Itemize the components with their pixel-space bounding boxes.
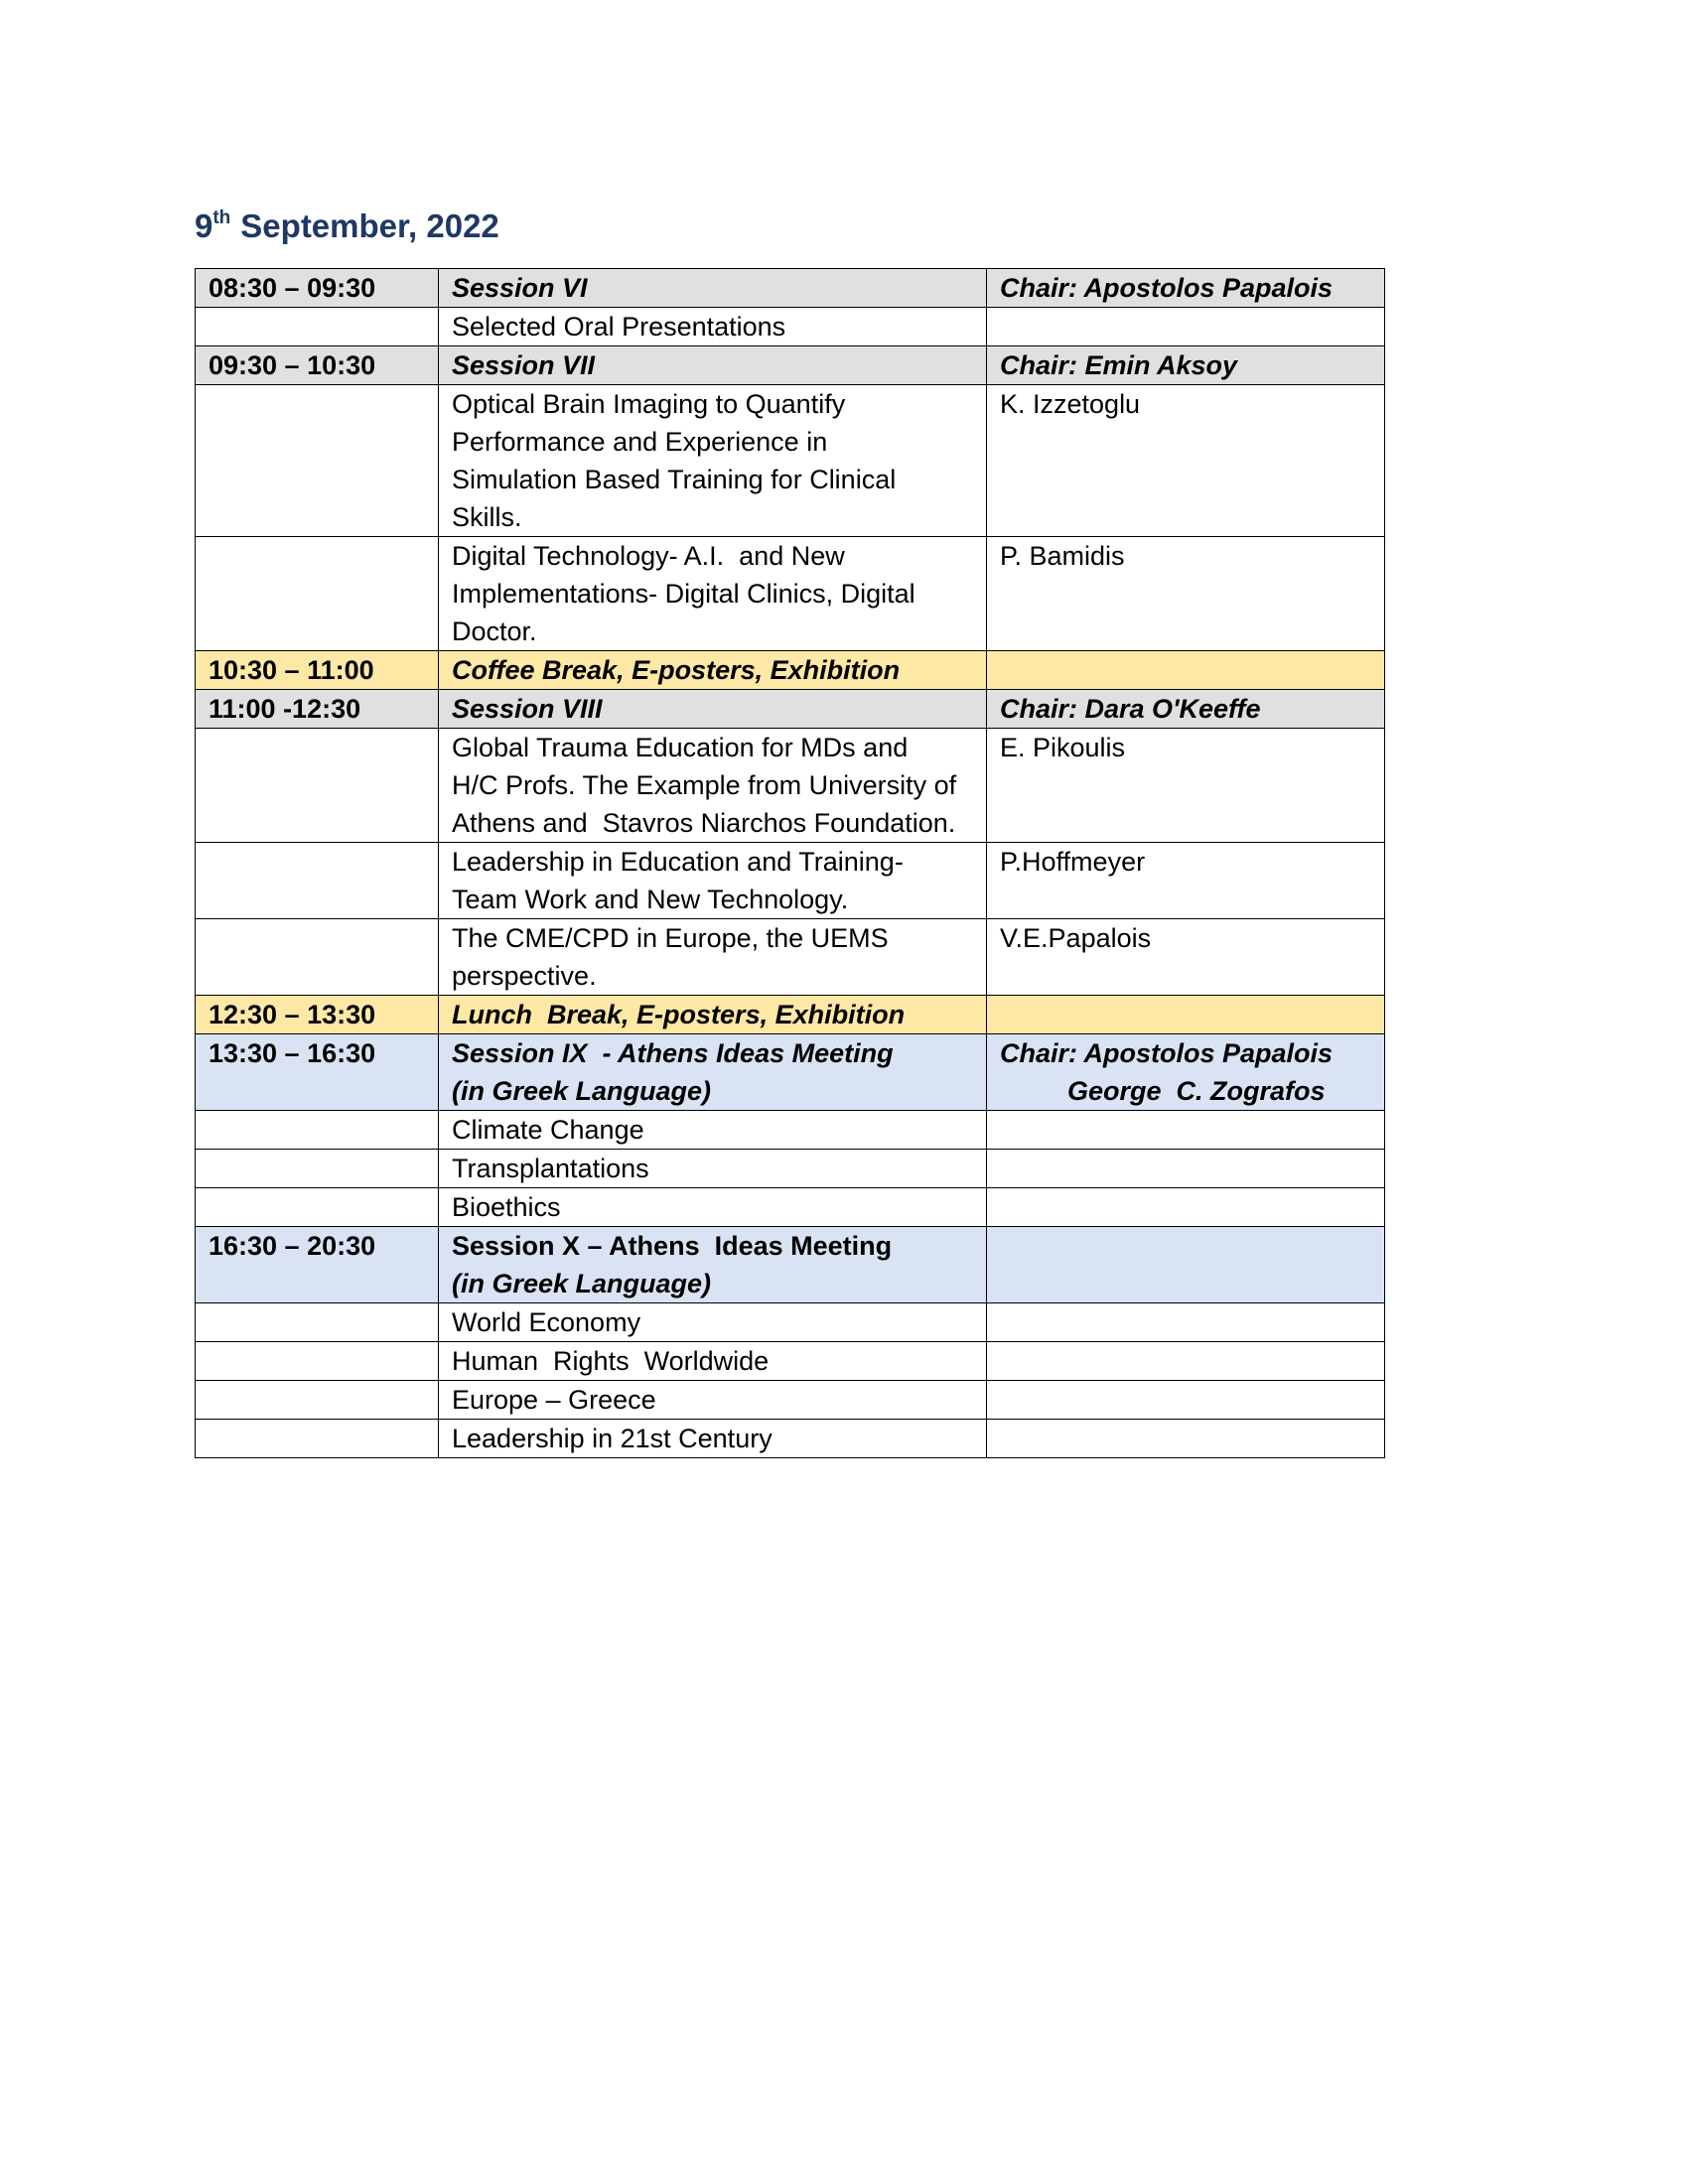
topic: World Economy <box>439 1303 987 1342</box>
time-cell: 16:30 – 20:30 <box>196 1227 439 1303</box>
empty-cell <box>196 1420 439 1458</box>
session-chair: Chair: Emin Aksoy <box>987 346 1385 385</box>
empty-cell <box>196 1150 439 1188</box>
table-row <box>196 1111 1385 1150</box>
talk-title: Selected Oral Presentations <box>439 308 987 346</box>
speaker: P. Bamidis <box>987 537 1385 651</box>
session-title: Session VII <box>439 346 987 385</box>
empty-cell <box>987 1381 1385 1420</box>
topic: Europe – Greece <box>439 1381 987 1420</box>
empty-cell <box>987 1227 1385 1303</box>
break-row <box>196 651 1385 690</box>
talk-title-line: Skills. <box>452 502 522 532</box>
talk-title-line: Digital Technology- A.I. and New <box>452 541 845 571</box>
month-year: September, 2022 <box>240 207 499 244</box>
talk-title-line: Global Trauma Education for MDs and <box>452 733 909 762</box>
session-header-row <box>196 690 1385 729</box>
table-row <box>196 308 1385 346</box>
talk-title <box>439 843 987 919</box>
speaker: V.E.Papalois <box>987 919 1385 996</box>
talk-title-line: Team Work and New Technology. <box>452 885 849 914</box>
session-header-row <box>196 1034 1385 1111</box>
time-cell: 12:30 – 13:30 <box>196 996 439 1034</box>
empty-cell <box>196 1342 439 1381</box>
talk-title-line: Doctor. <box>452 616 537 646</box>
topic: Transplantations <box>439 1150 987 1188</box>
empty-cell <box>987 996 1385 1034</box>
talk-title <box>439 919 987 996</box>
session-title: Session VIII <box>439 690 987 729</box>
talk-title <box>439 385 987 537</box>
day-number: 9 <box>195 207 213 244</box>
session-title: Session VI <box>439 269 987 308</box>
session-chair <box>987 1034 1385 1111</box>
talk-title-line: Simulation Based Training for Clinical <box>452 465 897 494</box>
session-header-row <box>196 269 1385 308</box>
empty-cell <box>987 1420 1385 1458</box>
empty-cell <box>196 729 439 843</box>
session-title-line: Session X – Athens Ideas Meeting <box>452 1231 893 1261</box>
talk-title <box>439 537 987 651</box>
topic: Leadership in 21st Century <box>439 1420 987 1458</box>
session-language: (in Greek Language) <box>452 1076 712 1106</box>
chair-line: Chair: Apostolos Papalois <box>1000 1038 1334 1068</box>
topic: Human Rights Worldwide <box>439 1342 987 1381</box>
talk-title-line: H/C Profs. The Example from University of <box>452 770 957 800</box>
talk-title-line: Optical Brain Imaging to Quantify <box>452 389 846 419</box>
empty-cell <box>987 1111 1385 1150</box>
page-title <box>195 195 499 250</box>
table-row <box>196 1342 1385 1381</box>
empty-cell <box>196 308 439 346</box>
table-row <box>196 1381 1385 1420</box>
session-header-row <box>196 346 1385 385</box>
time-cell: 10:30 – 11:00 <box>196 651 439 690</box>
empty-cell <box>196 1111 439 1150</box>
time-cell: 11:00 -12:30 <box>196 690 439 729</box>
time-cell: 08:30 – 09:30 <box>196 269 439 308</box>
empty-cell <box>987 651 1385 690</box>
empty-cell <box>196 1303 439 1342</box>
empty-cell <box>196 537 439 651</box>
table-row <box>196 1303 1385 1342</box>
session-title <box>439 1034 987 1111</box>
empty-cell <box>196 1188 439 1227</box>
speaker: K. Izzetoglu <box>987 385 1385 537</box>
table-row <box>196 385 1385 537</box>
talk-title <box>439 729 987 843</box>
talk-title-line: The CME/CPD in Europe, the UEMS <box>452 923 889 953</box>
table-row <box>196 843 1385 919</box>
empty-cell <box>196 843 439 919</box>
session-title <box>439 1227 987 1303</box>
talk-title-line: Performance and Experience in <box>452 427 828 457</box>
empty-cell <box>987 1188 1385 1227</box>
break-row <box>196 996 1385 1034</box>
empty-cell <box>196 1381 439 1420</box>
schedule-table <box>195 268 1385 1458</box>
table-row <box>196 1420 1385 1458</box>
empty-cell <box>987 308 1385 346</box>
empty-cell <box>196 385 439 537</box>
day-suffix: th <box>212 207 231 228</box>
table-row <box>196 729 1385 843</box>
topic: Bioethics <box>439 1188 987 1227</box>
session-title-line: Session IX - Athens Ideas Meeting <box>452 1038 894 1068</box>
empty-cell <box>987 1342 1385 1381</box>
table-row <box>196 919 1385 996</box>
talk-title-line: perspective. <box>452 961 597 991</box>
speaker: P.Hoffmeyer <box>987 843 1385 919</box>
topic: Climate Change <box>439 1111 987 1150</box>
session-chair: Chair: Apostolos Papalois <box>987 269 1385 308</box>
talk-title-line: Athens and Stavros Niarchos Foundation. <box>452 808 956 838</box>
empty-cell <box>987 1150 1385 1188</box>
table-row <box>196 537 1385 651</box>
talk-title-line: Leadership in Education and Training- <box>452 847 904 877</box>
table-row <box>196 1150 1385 1188</box>
empty-cell <box>196 919 439 996</box>
co-chair-line: George C. Zografos <box>1067 1076 1326 1106</box>
session-language: (in Greek Language) <box>452 1269 712 1298</box>
session-header-row <box>196 1227 1385 1303</box>
empty-cell <box>987 1303 1385 1342</box>
session-chair: Chair: Dara O'Keeffe <box>987 690 1385 729</box>
time-cell: 13:30 – 16:30 <box>196 1034 439 1111</box>
break-title: Lunch Break, E-posters, Exhibition <box>439 996 987 1034</box>
speaker: E. Pikoulis <box>987 729 1385 843</box>
break-title: Coffee Break, E-posters, Exhibition <box>439 651 987 690</box>
table-row <box>196 1188 1385 1227</box>
talk-title-line: Implementations- Digital Clinics, Digital <box>452 579 915 609</box>
time-cell: 09:30 – 10:30 <box>196 346 439 385</box>
